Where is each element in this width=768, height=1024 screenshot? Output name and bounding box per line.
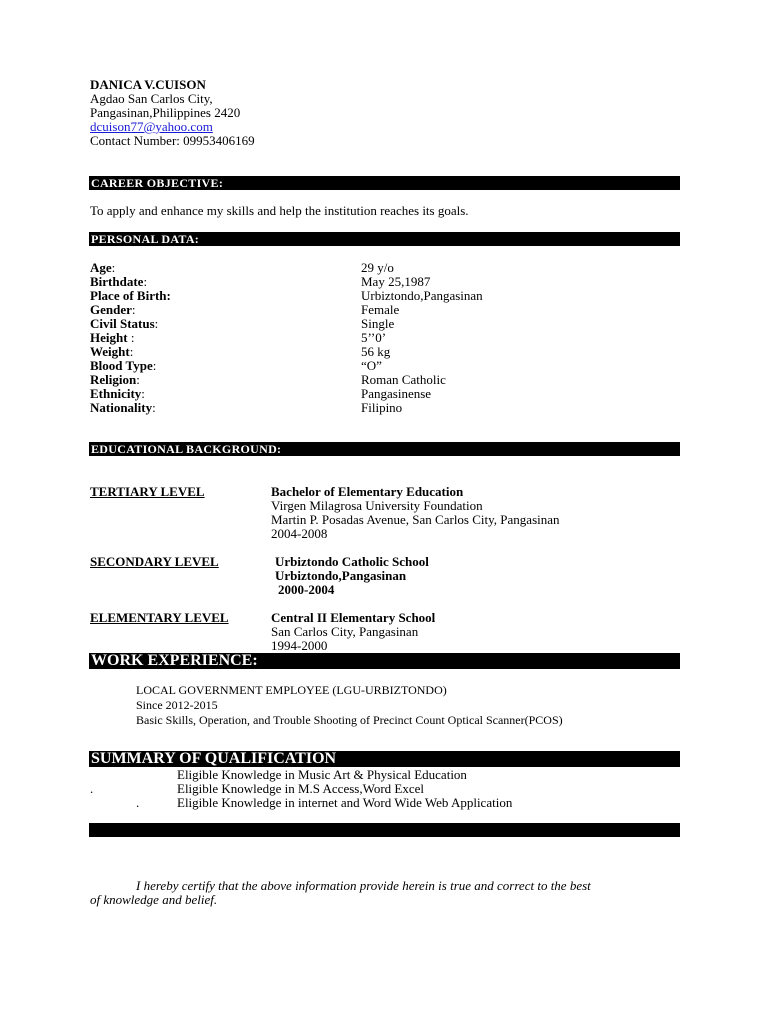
elementary-line-2: San Carlos City, Pangasinan <box>271 624 419 639</box>
personal-sep: : <box>136 372 140 387</box>
personal-sep: : <box>141 386 145 401</box>
personal-label: Religion <box>90 372 137 387</box>
work-line-1: LOCAL GOVERNMENT EMPLOYEE (LGU-URBIZTONDO) <box>136 683 447 697</box>
address-line-2: Pangasinan,Philippines 2420 <box>90 105 241 120</box>
tertiary-line-2: Virgen Milagrosa University Foundation <box>271 498 483 513</box>
secondary-years: 2000-2004 <box>278 582 335 597</box>
secondary-line-2: Urbiztondo,Pangasinan <box>275 568 407 583</box>
personal-value: 56 kg <box>361 344 391 359</box>
personal-row <box>90 303 136 317</box>
personal-value: Female <box>361 302 400 317</box>
personal-label: Place of Birth: <box>90 288 171 303</box>
personal-value: 5’’0’ <box>361 330 387 345</box>
tertiary-line-3: Martin P. Posadas Avenue, San Carlos City, Pangasinan <box>271 512 560 527</box>
personal-row <box>90 331 134 345</box>
elementary-years: 1994-2000 <box>271 638 328 653</box>
personal-row <box>90 387 145 401</box>
certification-line-1: I hereby certify that the above information provide herein is true and correct to the best <box>136 878 591 893</box>
section-divider-bar <box>89 823 680 837</box>
summary-heading: SUMMARY OF QUALIFICATION <box>89 751 680 767</box>
education-heading: EDUCATIONAL BACKGROUND: <box>89 442 680 456</box>
tertiary-school: Bachelor of Elementary Education <box>271 484 464 499</box>
personal-value: “O” <box>361 358 382 373</box>
secondary-school: Urbiztondo Catholic School <box>275 554 429 569</box>
certification-line-2: of knowledge and belief. <box>90 892 218 907</box>
personal-label: Blood Type <box>90 358 153 373</box>
summary-item: Eligible Knowledge in M.S Access,Word Excel <box>177 781 424 796</box>
personal-value: 29 y/o <box>361 260 394 275</box>
personal-label: Ethnicity <box>90 386 142 401</box>
summary-item: Eligible Knowledge in Music Art & Physical Education <box>177 767 467 782</box>
personal-value: May 25,1987 <box>361 274 431 289</box>
applicant-name: DANICA V.CUISON <box>90 77 206 92</box>
personal-sep: : <box>143 274 148 289</box>
work-line-2: Since 2012-2015 <box>136 698 218 712</box>
personal-row <box>90 345 133 359</box>
personal-label: Height <box>90 330 128 345</box>
personal-row <box>90 401 156 415</box>
summary-item: Eligible Knowledge in internet and Word Wide Web Application <box>177 795 513 810</box>
personal-label: Age <box>90 260 112 275</box>
personal-sep: : <box>127 330 135 345</box>
career-objective-heading: CAREER OBJECTIVE: <box>89 176 680 190</box>
secondary-level-label: SECONDARY LEVEL <box>90 554 219 569</box>
personal-label: Civil Status <box>90 316 155 331</box>
personal-sep: : <box>154 316 159 331</box>
personal-row <box>90 261 115 275</box>
personal-label: Birthdate <box>90 274 144 289</box>
personal-value: Urbiztondo,Pangasinan <box>361 288 483 303</box>
personal-sep: : <box>129 344 134 359</box>
address-line-1: Agdao San Carlos City, <box>90 91 213 106</box>
work-line-3: Basic Skills, Operation, and Trouble Shooting of Precinct Count Optical Scanner(PCOS) <box>136 713 563 727</box>
personal-sep: : <box>152 358 157 373</box>
personal-row <box>90 317 158 331</box>
email-link[interactable]: dcuison77@yahoo.com <box>90 119 213 134</box>
personal-value: Roman Catholic <box>361 372 446 387</box>
elementary-level-label: ELEMENTARY LEVEL <box>90 610 229 625</box>
personal-label: Weight <box>90 344 130 359</box>
personal-value: Single <box>361 316 395 331</box>
personal-data-heading: PERSONAL DATA: <box>89 232 680 246</box>
personal-row <box>90 359 156 373</box>
summary-bullet: . <box>136 795 140 810</box>
personal-label: Gender <box>90 302 132 317</box>
personal-value: Filipino <box>361 400 403 415</box>
tertiary-years: 2004-2008 <box>271 526 328 541</box>
work-experience-heading: WORK EXPERIENCE: <box>89 653 680 669</box>
personal-sep: : <box>131 302 136 317</box>
personal-sep: : <box>111 260 116 275</box>
personal-row <box>90 275 147 289</box>
personal-row <box>90 289 171 303</box>
tertiary-level-label: TERTIARY LEVEL <box>90 484 205 499</box>
career-objective-text: To apply and enhance my skills and help the institution reaches its goals. <box>90 203 469 218</box>
personal-label: Nationality <box>90 400 153 415</box>
summary-bullet: . <box>90 781 94 796</box>
contact-number: Contact Number: 09953406169 <box>90 133 255 148</box>
personal-value: Pangasinense <box>361 386 432 401</box>
elementary-school: Central II Elementary School <box>271 610 436 625</box>
personal-row <box>90 373 140 387</box>
personal-sep: : <box>152 400 156 415</box>
